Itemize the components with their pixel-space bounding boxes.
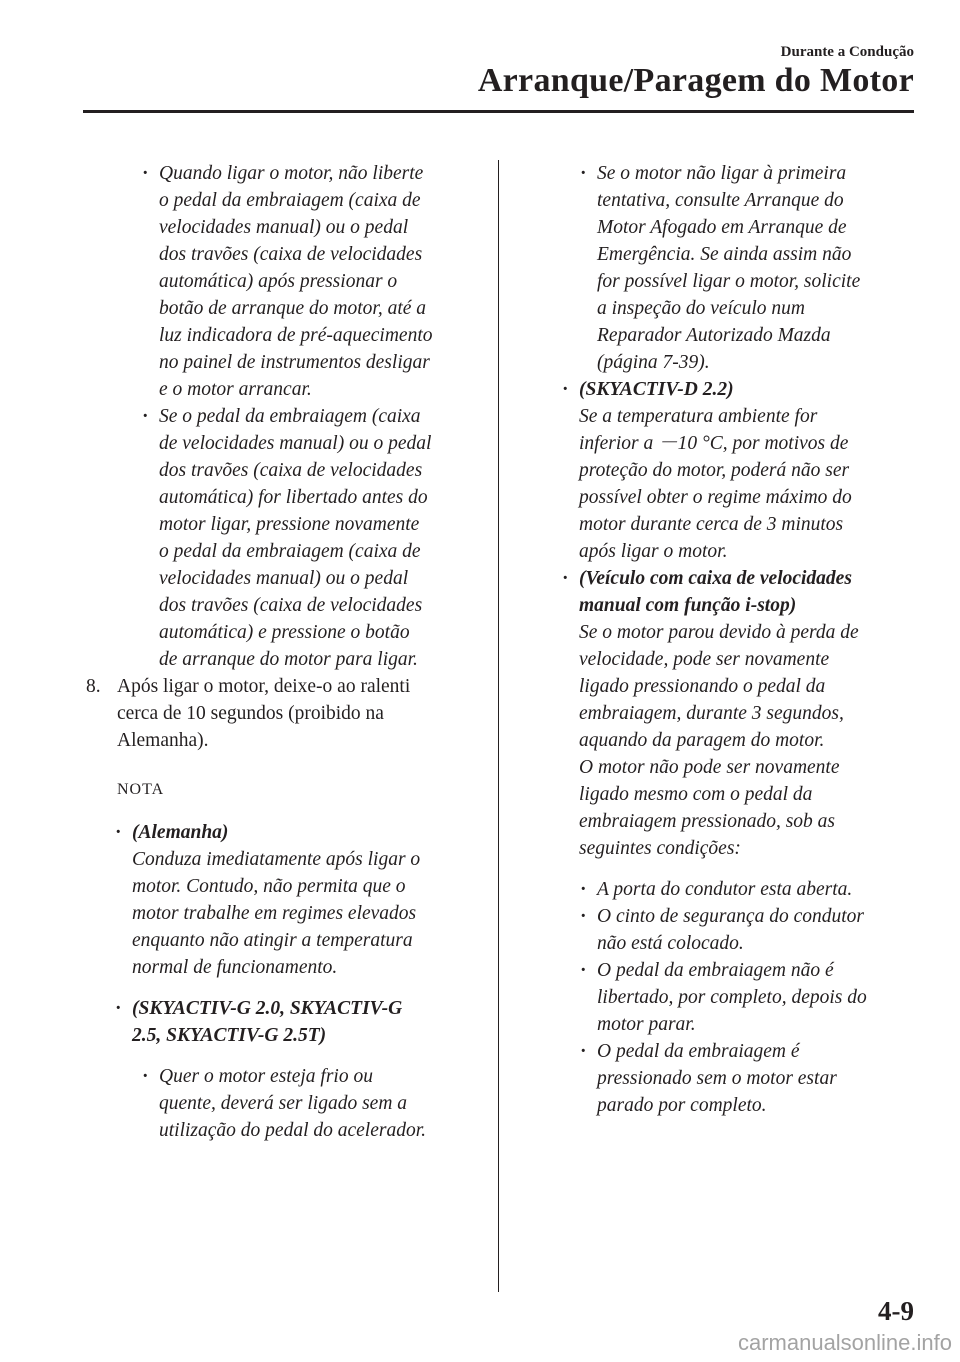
text-line: após ligar o motor. (579, 541, 728, 562)
step-number: 8. (86, 676, 101, 697)
text-line: aquando da paragem do motor. (579, 730, 825, 751)
text-line: quente, deverá ser ligado sem a (159, 1093, 408, 1114)
text-line: Conduza imediatamente após ligar o (132, 849, 421, 870)
text-line: Se o motor parou devido à perda de (579, 622, 859, 643)
text-line: velocidade, pode ser novamente (579, 649, 830, 670)
note-germany (132, 819, 478, 981)
note-heading: NOTA (117, 781, 165, 798)
text-line: motor trabalhe em regimes elevados (132, 903, 417, 924)
text-line: Emergência. Se ainda assim não (597, 244, 852, 265)
text-line: automática) após pressionar o (159, 271, 398, 292)
header-rule (83, 110, 914, 113)
text-line: automática) e pressione o botão (159, 622, 410, 643)
left-column (86, 160, 478, 1144)
text-line: dos travões (caixa de velocidades (159, 595, 423, 616)
text-line: velocidades manual) ou o pedal (159, 568, 409, 589)
text-line: pressionado sem o motor estar (597, 1068, 837, 1089)
text-line: Alemanha). (117, 730, 209, 751)
text-line: (página 7-39). (597, 352, 710, 373)
bullet-pedal-released-early (159, 403, 478, 673)
note-title: manual com função i-stop) (579, 595, 797, 616)
text-line: parado por completo. (597, 1095, 767, 1116)
text-line: · O pedal da embraiagem é (597, 1041, 800, 1062)
text-line: seguintes condições: (579, 838, 741, 859)
text-line: ligado pressionando o pedal da (579, 676, 826, 697)
bullet-engine-no-start (597, 160, 915, 376)
text-line: Motor Afogado em Arranque de (597, 217, 847, 238)
note-istop (579, 565, 915, 862)
text-line: velocidades manual) ou o pedal (159, 217, 409, 238)
text-line: e o motor arrancar. (159, 379, 312, 400)
text-line: dos travões (caixa de velocidades (159, 244, 423, 265)
text-line: possível obter o regime máximo do (579, 487, 852, 508)
text-line: normal de funcionamento. (132, 957, 338, 978)
text-line: · Se o pedal da embraiagem (caixa (159, 406, 421, 427)
text-line: · Se o motor não ligar à primeira (597, 163, 847, 184)
text-line: o pedal da embraiagem (caixa de (159, 541, 421, 562)
text-line: Se a temperatura ambiente for (579, 406, 818, 427)
text-line: O motor não pode ser novamente (579, 757, 840, 778)
text-line: · Quer o motor esteja frio ou (159, 1066, 373, 1087)
text-line: o pedal da embraiagem (caixa de (159, 190, 421, 211)
step-8 (86, 673, 478, 754)
text-line: não está colocado. (597, 933, 744, 954)
text-line: motor durante cerca de 3 minutos (579, 514, 844, 535)
text-line: de velocidades manual) ou o pedal (159, 433, 432, 454)
text-line: motor ligar, pressione novamente (159, 514, 420, 535)
bullet-no-accelerator (159, 1063, 478, 1144)
column-divider (498, 160, 499, 1292)
right-column (565, 160, 915, 1119)
note-title: · (Veículo com caixa de velocidades (579, 568, 852, 589)
text-line: automática) for libertado antes do (159, 487, 428, 508)
text-line: cerca de 10 segundos (proibido na (117, 703, 384, 724)
condition-pedal-pressed (597, 1038, 915, 1119)
text-line: for possível ligar o motor, solicite (597, 271, 861, 292)
text-line: · Quando ligar o motor, não liberte (159, 163, 424, 184)
note-skyactiv-d (579, 376, 915, 565)
bullet-release-pedal (159, 160, 478, 403)
condition-seatbelt (597, 903, 915, 957)
text-line: de arranque do motor para ligar. (159, 649, 418, 670)
watermark: carmanualsonline.info (737, 1330, 952, 1355)
text-line: luz indicadora de pré-aquecimento (159, 325, 433, 346)
text-line: inferior a －10 °C, por motivos de (579, 433, 849, 454)
text-line: · A porta do condutor esta aberta. (597, 879, 853, 900)
text-line: no painel de instrumentos desligar (159, 352, 430, 373)
text-line: motor. Contudo, não permita que o (132, 876, 406, 897)
note-title: · (SKYACTIV-G 2.0, SKYACTIV-G (132, 998, 403, 1019)
text-line: tentativa, consulte Arranque do (597, 190, 844, 211)
text-line: proteção do motor, poderá não ser (579, 460, 850, 481)
text-line: enquanto não atingir a temperatura (132, 930, 413, 951)
text-line: embraiagem pressionado, sob as (579, 811, 836, 832)
text-line: · O pedal da embraiagem não é (597, 960, 834, 981)
condition-pedal-not-released (597, 957, 915, 1038)
text-line: motor parar. (597, 1014, 696, 1035)
text-line: Após ligar o motor, deixe-o ao ralenti (117, 676, 411, 697)
section-label: Durante a Condução (780, 44, 914, 60)
page-title: Arranque/Paragem do Motor (477, 62, 914, 99)
text-line: embraiagem, durante 3 segundos, (579, 703, 844, 724)
text-line: a inspeção do veículo num (597, 298, 805, 319)
note-title: · (Alemanha) (132, 822, 229, 843)
note-skyactiv-g (132, 995, 478, 1049)
text-line: Reparador Autorizado Mazda (597, 325, 831, 346)
text-line: · O cinto de segurança do condutor (597, 906, 865, 927)
condition-door-open (597, 876, 915, 903)
note-title: · (SKYACTIV-D 2.2) (579, 379, 734, 400)
text-line: dos travões (caixa de velocidades (159, 460, 423, 481)
text-line: libertado, por completo, depois do (597, 987, 867, 1008)
note-title: 2.5, SKYACTIV-G 2.5T) (132, 1025, 327, 1046)
text-line: botão de arranque do motor, até a (159, 298, 427, 319)
text-line: ligado mesmo com o pedal da (579, 784, 813, 805)
text-line: utilização do pedal do acelerador. (159, 1120, 427, 1141)
page-number: 4-9 (878, 1296, 914, 1326)
